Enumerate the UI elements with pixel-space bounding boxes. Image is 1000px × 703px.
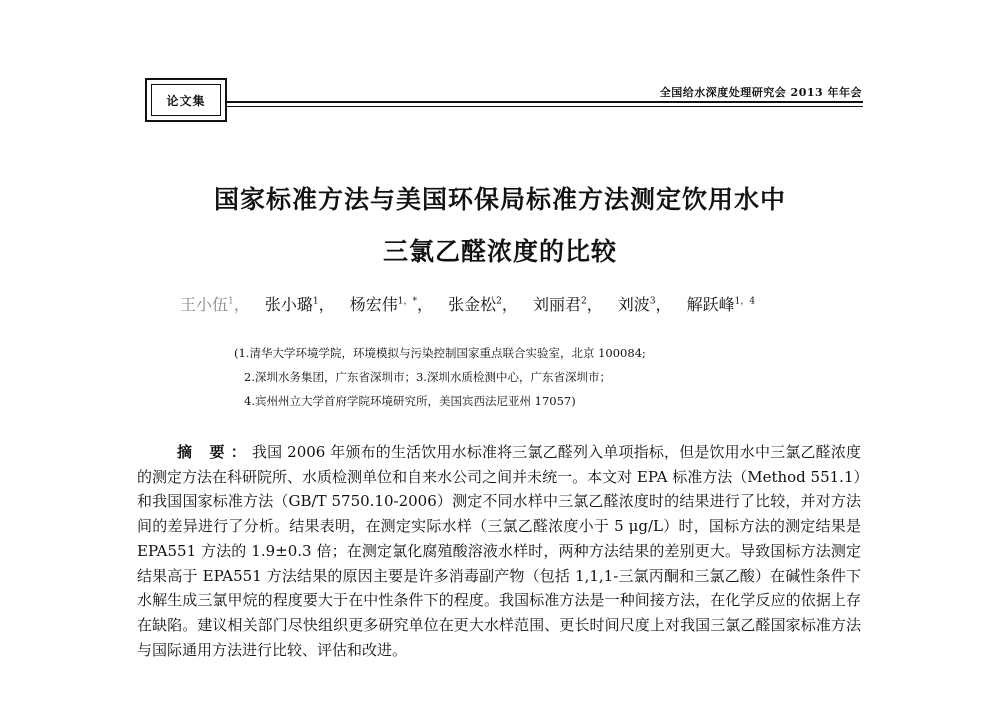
abstract-text: 我国 2006 年颁布的生活饮用水标准将三氯乙醛列入单项指标，但是饮用水中三氯乙醛浓度的测定方法在科研院所、水质检测单位和自来水公司之间并未统一。本文对 EPA 标准方法（Method 551.1）和我国国家标准方法（GB/T 5750.10-2006）测定不同水样中三氯乙醛浓度时的结果进行了比较，并对方法间的差异进行了分析。结果表明，在测定实际水样（三氯乙醛浓度小于 5 μg/L）时，国标方法的测定结果是 EPA551 方法的 1.9±0.3 倍；在测定氯化腐殖酸溶液水样时，两种方法结果的差别更大。导致国标方法测定结果高于 EPA551 方法结果的原因主要是许多消毒副产物（包括 1,1,1-三氯丙酮和三氯乙酸）在碱性条件下水解生成三氯甲烷的程度要大于在中性条件下的程度。我国标准方法是一种间接方法，在化学反应的依据上存在缺陷。建议相关部门尽快组织更多研究单位在更大水样范围、更长时间尺度上对我国三氯乙醛国家标准方法与国际通用方法进行比较、评估和改进。 <box>137 443 861 659</box>
author: 张金松$^2$， <box>448 295 518 314</box>
author: 刘波$^3$， <box>617 295 672 314</box>
author: 杨宏伟$^{1,*}$， <box>349 295 433 314</box>
header-rule-thin <box>227 106 863 107</box>
abstract <box>137 440 861 662</box>
author: 张小璐$^1$， <box>264 295 335 314</box>
journal-header: 全国给水深度处理研究会 2013 年年会 <box>659 86 862 99</box>
affiliation-line-2: 2.深圳水务集团，广东省深圳市；3.深圳水质检测中心，广东省深圳市； <box>244 370 611 384</box>
paper-title-line-2: 三氯乙醛浓度的比较 <box>382 237 617 266</box>
paper-title-line-1: 国家标准方法与美国环保局标准方法测定饮用水中 <box>213 185 786 214</box>
author-list <box>180 292 840 315</box>
author: 王小伍$^1$， <box>180 295 250 314</box>
section-label: 论文集 <box>151 84 221 116</box>
author: 解跃峰$^{1,4}$ <box>686 295 756 314</box>
header-rule <box>227 101 863 103</box>
abstract-label: 摘 要： <box>177 443 252 461</box>
author: 刘丽君$^2$， <box>532 295 603 314</box>
affiliation-line-3: 4.宾州州立大学首府学院环境研究所，美国宾西法尼亚州 17057) <box>244 394 576 408</box>
section-label-box <box>145 78 227 122</box>
affiliation-line-1: (1.清华大学环境学院，环境模拟与污染控制国家重点联合实验室，北京 100084; <box>234 346 646 360</box>
